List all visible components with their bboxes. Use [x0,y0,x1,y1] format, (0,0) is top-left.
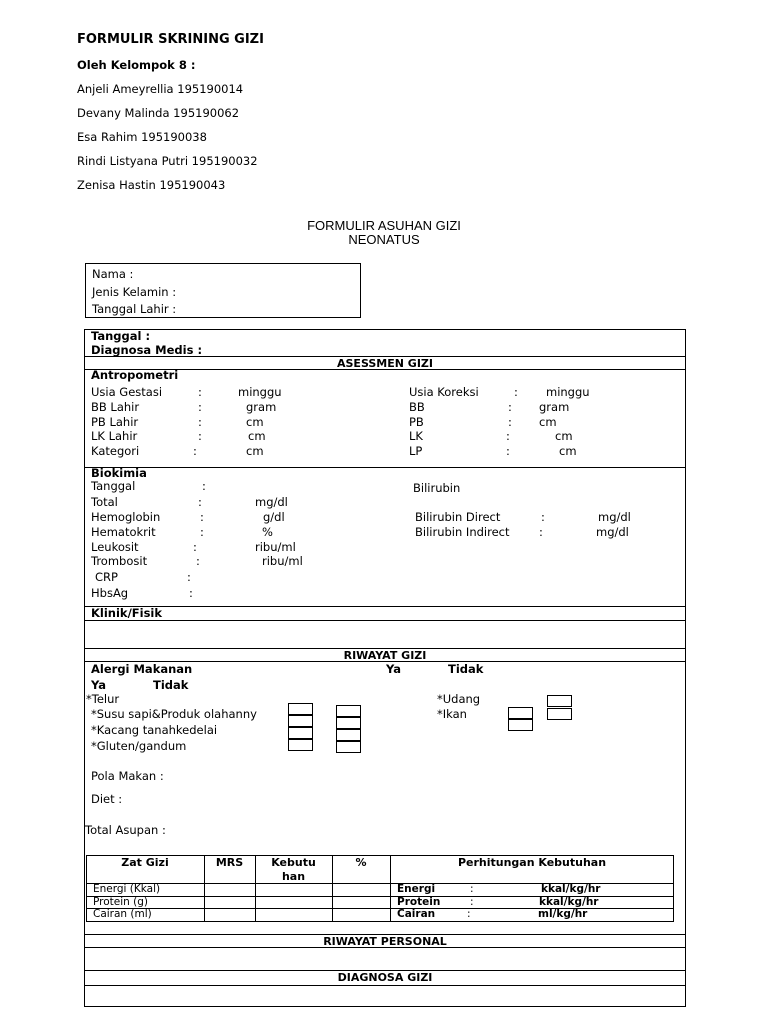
row-energi-unit: kkal/kg/hr [541,883,601,895]
tidak-label-right: Tidak [448,662,484,676]
allergy-item-ikan: *Ikan [437,707,467,721]
colon: : [187,570,191,584]
colon: : [514,385,518,399]
diet-label[interactable]: Diet : [91,792,123,806]
colon: : [193,540,197,554]
member-5: Zenisa Hastin 195190043 [77,178,226,192]
klinik-label: Klinik/Fisik [91,606,163,620]
usia-koreksi-label: Usia Koreksi [409,385,479,399]
col-header-mrs: MRS [215,856,244,869]
colon: : [198,495,202,509]
hemoglobin-label: Hemoglobin [91,510,161,524]
checkbox-udang-ya[interactable] [508,707,533,719]
allergy-item-udang: *Udang [437,692,481,706]
group-label: Oleh Kelompok 8 : [77,58,196,72]
row-protein-label: Protein [397,896,441,908]
lk-unit: cm [555,429,573,443]
row-energi-zat: Energi (Kkal) [93,883,161,895]
trombosit-unit: ribu/ml [262,554,303,568]
colon: : [200,525,204,539]
checkbox-ikan-ya[interactable] [508,719,533,731]
ya-label-left: Ya [91,678,107,692]
usia-koreksi-unit: minggu [546,385,590,399]
lk-lahir-unit: cm [248,429,266,443]
bb-unit: gram [539,400,570,414]
bb-label: BB [409,400,425,414]
allergy-item-telur: *Telur [86,692,120,706]
colon: : [200,510,204,524]
divider [84,947,686,948]
hematokrit-unit: % [262,525,273,539]
riwayat-personal-header: RIWAYAT PERSONAL [323,935,447,948]
riwayat-gizi-header: RIWAYAT GIZI [343,649,427,662]
lp-unit: cm [559,444,577,458]
colon: : [198,429,202,443]
tidak-label-left: Tidak [153,678,189,692]
hemoglobin-unit: g/dl [263,510,285,524]
divider [84,606,686,607]
document-title: FORMULIR SKRINING GIZI [77,32,264,47]
usia-gestasi-unit: minggu [238,385,282,399]
tanggal-label[interactable]: Tanggal : [91,329,151,343]
hematokrit-label: Hematokrit [91,525,156,539]
lk-lahir-label: LK Lahir [91,429,138,443]
row-cairan-unit: ml/kg/hr [538,908,588,920]
identity-name[interactable]: Nama : [92,267,134,281]
divider [84,620,686,621]
kategori-label: Kategori [91,444,140,458]
bilirubin-indirect-unit: mg/dl [596,525,629,539]
bilirubin-indirect-label: Bilirubin Indirect [415,525,510,539]
total-asupan-label[interactable]: Total Asupan : [85,823,166,837]
checkbox-susu-ya[interactable] [288,703,313,715]
antropometri-title: Antropometri [91,368,179,382]
colon: : [539,525,543,539]
hbsag-label: HbsAg [91,586,129,600]
identity-birthdate[interactable]: Tanggal Lahir : [92,302,177,316]
colon: : [470,883,474,895]
divider [84,985,686,986]
row-energi-label: Energi [397,883,436,895]
pb-label: PB [409,415,424,429]
colon: : [196,554,200,568]
bilirubin-direct-unit: mg/dl [598,510,631,524]
colon: : [198,385,202,399]
leukosit-unit: ribu/ml [255,540,296,554]
colon: : [508,400,512,414]
form-title-line1: FORMULIR ASUHAN GIZI [307,218,461,233]
bb-lahir-label: BB Lahir [91,400,140,414]
checkbox-ikan-tidak[interactable] [547,708,572,720]
diagnosa-gizi-header: DIAGNOSA GIZI [337,971,433,984]
bio-tanggal-label: Tanggal [91,479,136,493]
member-3: Esa Rahim 195190038 [77,130,207,144]
colon: : [470,896,474,908]
bio-total-unit: mg/dl [255,495,288,509]
usia-gestasi-label: Usia Gestasi [91,385,163,399]
row-cairan-zat: Cairan (ml) [93,908,152,920]
member-4: Rindi Listyana Putri 195190032 [77,154,258,168]
row-cairan-label: Cairan [397,908,436,920]
colon: : [467,908,471,920]
colon: : [198,415,202,429]
pb-unit: cm [539,415,557,429]
colon: : [541,510,545,524]
divider [84,467,686,468]
checkbox-susu-tidak[interactable] [336,705,361,717]
bb-lahir-unit: gram [246,400,277,414]
colon: : [202,479,206,493]
leukosit-label: Leukosit [91,540,139,554]
row-protein-zat: Protein (g) [93,896,149,908]
member-1: Anjeli Ameyrellia 195190014 [77,82,244,96]
checkbox-udang-tidak[interactable] [547,695,572,707]
colon: : [506,444,510,458]
lk-label: LK [409,429,423,443]
col-header-kebutuhan: Kebutu han [271,856,316,883]
col-header-zat: Zat Gizi [121,856,169,869]
identity-gender[interactable]: Jenis Kelamin : [92,285,177,299]
bilirubin-direct-label: Bilirubin Direct [415,510,501,524]
colon: : [508,415,512,429]
kategori-unit: cm [246,444,264,458]
col-header-perhitungan: Perhitungan Kebutuhan [457,856,607,869]
form-title-line2: NEONATUS [348,232,420,247]
checkbox-kacang-ya[interactable] [288,715,313,727]
checkbox-gluten-ya[interactable] [288,727,313,739]
lp-label: LP [409,444,423,458]
diagnosa-medis-label[interactable]: Diagnosa Medis : [91,343,203,357]
pola-makan-label[interactable]: Pola Makan : [91,769,164,783]
allergy-item-kacang: *Kacang tanahkedelai [91,723,218,737]
checkbox-extra-tidak[interactable] [336,741,361,753]
allergy-item-gluten: *Gluten/gandum [91,739,187,753]
ya-label-right: Ya [386,662,402,676]
asessmen-header: ASESSMEN GIZI [337,357,433,370]
colon: : [506,429,510,443]
row-protein-unit: kkal/kg/hr [539,896,599,908]
bilirubin-label: Bilirubin [413,481,461,495]
checkbox-gluten-tidak[interactable] [336,729,361,741]
colon: : [198,400,202,414]
crp-label: CRP [95,570,118,584]
trombosit-label: Trombosit [91,554,148,568]
member-2: Devany Malinda 195190062 [77,106,240,120]
checkbox-kacang-tidak[interactable] [336,717,361,729]
bio-total-label: Total [91,495,118,509]
checkbox-extra-ya[interactable] [288,739,313,751]
colon: : [189,586,193,600]
pb-lahir-label: PB Lahir [91,415,139,429]
biokimia-title: Biokimia [91,466,147,480]
col-header-percent: % [355,856,367,869]
allergy-item-susu: *Susu sapi&Produk olahanny [91,707,257,721]
alergi-label: Alergi Makanan [91,662,193,676]
pb-lahir-unit: cm [246,415,264,429]
colon: : [193,444,197,458]
